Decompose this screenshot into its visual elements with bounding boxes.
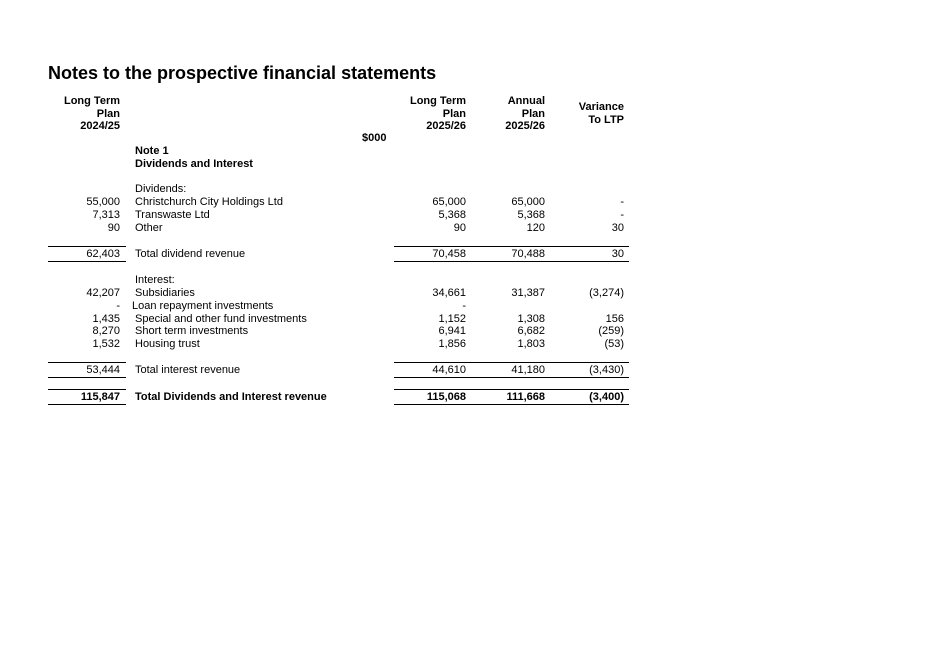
table-row — [0, 196, 934, 209]
header-annual-plan-2025-26 — [505, 95, 545, 133]
header-text: Plan — [521, 107, 545, 120]
cell-variance: 30 — [611, 248, 624, 260]
cell-ltp-2025-26: 1,856 — [438, 338, 466, 350]
cell-ltp-2024-25: 53,444 — [86, 364, 120, 376]
cell-annual-plan: 65,000 — [511, 196, 545, 208]
row-label: Special and other fund investments — [135, 313, 307, 325]
table-row — [0, 287, 934, 300]
cell-ltp-2025-26: 1,152 — [438, 313, 466, 325]
cell-annual-plan: 41,180 — [511, 364, 545, 376]
cell-ltp-2024-25: 55,000 — [86, 196, 120, 208]
table-row — [0, 274, 934, 287]
cell-variance: (3,274) — [589, 287, 624, 299]
table-row — [0, 338, 934, 351]
header-text: Variance — [578, 101, 624, 113]
header-text: Plan — [442, 107, 466, 120]
cell-ltp-2025-26: 115,068 — [426, 391, 466, 403]
header-text: 2025/26 — [426, 120, 466, 132]
total-row — [0, 248, 934, 261]
cell-variance: (3,400) — [589, 391, 624, 403]
cell-annual-plan: 120 — [526, 222, 545, 234]
note-number — [0, 145, 934, 158]
note-number-text: Note 1 — [135, 145, 169, 157]
cell-ltp-2024-25: 42,207 — [86, 287, 120, 299]
cell-variance: 30 — [611, 222, 624, 234]
table-row — [0, 209, 934, 222]
cell-variance: - — [620, 209, 624, 221]
header-text: Plan — [96, 107, 120, 120]
rule-line — [48, 261, 126, 262]
page-title: Notes to the prospective financial statements — [48, 63, 437, 83]
table-row — [0, 300, 934, 313]
header-text: 2024/25 — [80, 120, 120, 132]
cell-ltp-2024-25: 115,847 — [80, 391, 120, 403]
header-text: To LTP — [588, 113, 624, 126]
cell-variance: (3,430) — [589, 364, 624, 376]
total-row — [0, 364, 934, 377]
cell-ltp-2025-26: 6,941 — [438, 325, 466, 337]
row-label: Other — [135, 222, 163, 234]
cell-annual-plan: 1,308 — [517, 313, 545, 325]
row-label: Christchurch City Holdings Ltd — [135, 196, 283, 208]
cell-annual-plan: 1,803 — [517, 338, 545, 350]
note-heading — [0, 158, 934, 171]
row-label: Dividends: — [135, 183, 187, 195]
rule-line — [48, 389, 126, 390]
row-label: Total interest revenue — [135, 364, 241, 376]
cell-variance: - — [620, 196, 624, 208]
cell-ltp-2025-26: 34,661 — [432, 287, 466, 299]
rule-line — [394, 246, 629, 247]
cell-variance: (53) — [604, 338, 624, 350]
cell-variance: (259) — [598, 325, 624, 337]
cell-ltp-2024-25: 90 — [107, 222, 120, 234]
row-label: Interest: — [135, 274, 175, 286]
header-text: Annual — [507, 95, 545, 107]
cell-ltp-2024-25: 62,403 — [86, 248, 120, 260]
row-label: Total Dividends and Interest revenue — [135, 391, 327, 403]
rule-line — [394, 389, 629, 390]
rule-line — [48, 246, 126, 247]
header-text: 2025/26 — [505, 120, 545, 132]
header-variance — [579, 101, 624, 126]
unit-label: $000 — [362, 132, 387, 144]
row-label: Loan repayment investments — [132, 300, 274, 312]
cell-variance: 156 — [605, 313, 624, 325]
row-label: Total dividend revenue — [135, 248, 246, 260]
cell-ltp-2024-25: 1,532 — [92, 338, 120, 350]
cell-ltp-2024-25: 8,270 — [92, 325, 120, 337]
cell-ltp-2025-26: - — [462, 300, 466, 312]
note-heading-text: Dividends and Interest — [135, 158, 253, 170]
cell-ltp-2024-25: - — [116, 300, 120, 312]
table-row — [0, 325, 934, 338]
cell-annual-plan: 31,387 — [511, 287, 545, 299]
rule-line — [48, 404, 126, 405]
row-label: Transwaste Ltd — [135, 209, 210, 221]
cell-ltp-2024-25: 1,435 — [92, 313, 120, 325]
cell-ltp-2024-25: 7,313 — [92, 209, 120, 221]
cell-ltp-2025-26: 44,610 — [432, 364, 466, 376]
header-text: Long Term — [409, 95, 466, 107]
row-label: Housing trust — [135, 338, 200, 350]
cell-annual-plan: 111,668 — [506, 391, 545, 403]
cell-annual-plan: 6,682 — [517, 325, 545, 337]
cell-ltp-2025-26: 5,368 — [438, 209, 466, 221]
rule-line — [394, 362, 629, 363]
header-ltp-2024-25 — [64, 95, 120, 133]
cell-ltp-2025-26: 70,458 — [432, 248, 466, 260]
rule-line — [48, 362, 126, 363]
table-row — [0, 222, 934, 235]
header-ltp-2025-26 — [410, 95, 466, 133]
rule-line — [394, 404, 629, 405]
cell-ltp-2025-26: 65,000 — [432, 196, 466, 208]
grand-total-row — [0, 391, 934, 404]
row-label: Subsidiaries — [135, 287, 195, 299]
header-text: Long Term — [63, 95, 120, 107]
rule-line — [394, 377, 629, 378]
rule-line — [48, 377, 126, 378]
table-row — [0, 183, 934, 196]
rule-line — [394, 261, 629, 262]
cell-ltp-2025-26: 90 — [453, 222, 466, 234]
cell-annual-plan: 70,488 — [511, 248, 545, 260]
cell-annual-plan: 5,368 — [517, 209, 545, 221]
row-label: Short term investments — [135, 325, 249, 337]
